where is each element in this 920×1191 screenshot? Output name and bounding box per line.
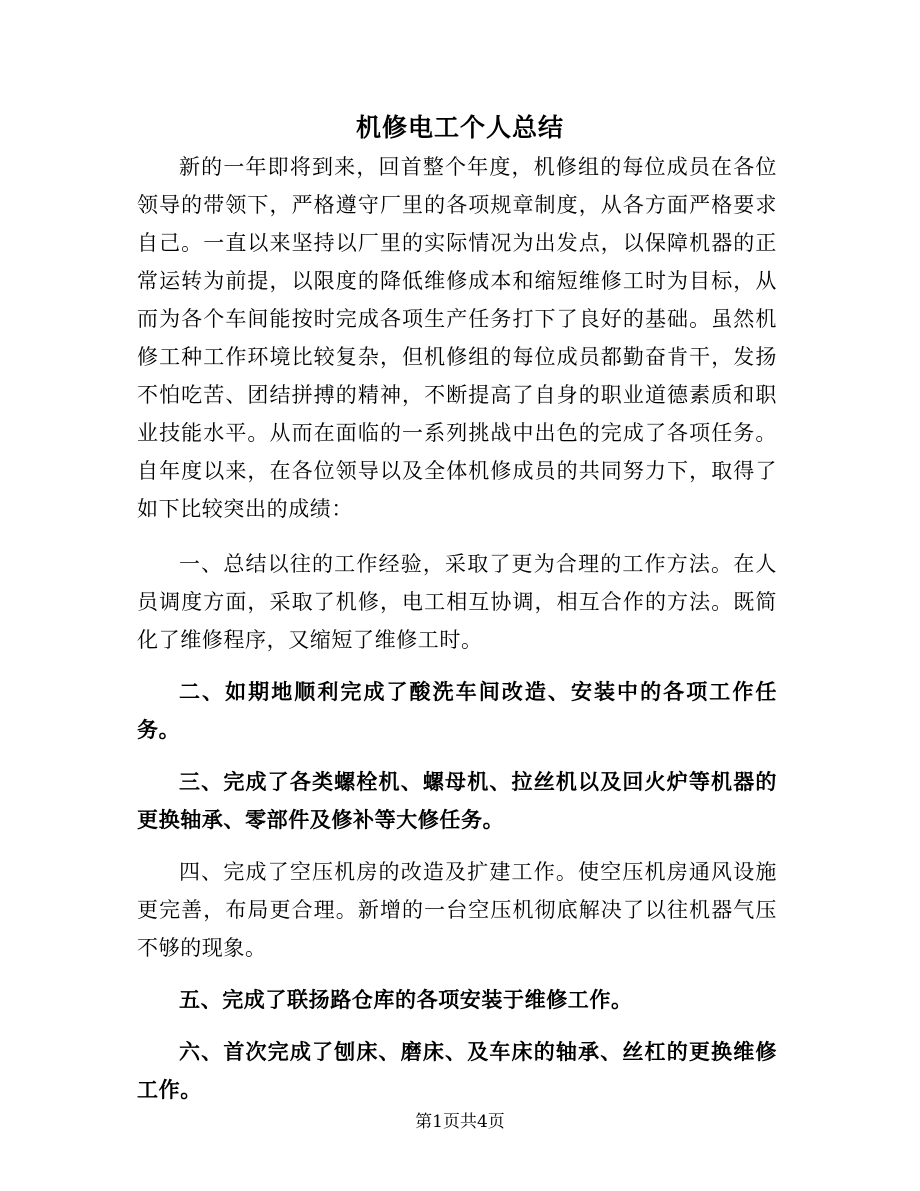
achievement-item-4: 四、完成了空压机房的改造及扩建工作。使空压机房通风设施更完善，布局更合理。新增的一台空压机彻底解决了以往机器气压不够的现象。 (137, 860, 777, 960)
achievement-item-5: 五、完成了联扬路仓库的各项安装于维修工作。 (179, 987, 633, 1012)
document-body (137, 148, 777, 1123)
achievement-item-2: 二、如期地顺利完成了酸洗车间改造、安装中的各项工作任务。 (137, 679, 777, 742)
achievement-item-3: 三、完成了各类螺栓机、螺母机、拉丝机以及回火炉等机器的更换轴承、零部件及修补等大修任务。 (137, 769, 777, 832)
intro-paragraph: 新的一年即将到来，回首整个年度，机修组的每位成员在各位领导的带领下，严格遵守厂里的各项规章制度，从各方面严格要求自己。一直以来坚持以厂里的实际情况为出发点，以保障机器的正常运转为前提，以限度的降低维修成本和缩短维修工时为目标，从而为各个车间能按时完成各项生产任务打下了良好的基础。虽然机修工种工作环境比较复杂，但机修组的每位成员都勤奋肯干，发扬不怕吃苦、团结拼搏的精神，不断提高了自身的职业道德素质和职业技能水平。从而在面临的一系列挑战中出色的完成了各项任务。自年度以来，在各位领导以及全体机修成员的共同努力下，取得了如下比较突出的成绩： (137, 155, 777, 521)
document-title: 机修电工个人总结 (355, 113, 564, 142)
achievement-item-1: 一、总结以往的工作经验，采取了更为合理的工作方法。在人员调度方面，采取了机修，电工相互协调，相互合作的方法。既简化了维修程序，又缩短了维修工时。 (137, 552, 777, 652)
achievement-item-6: 六、首次完成了刨床、磨床、及车床的轴承、丝杠的更换维修工作。 (137, 1039, 777, 1102)
page-number-footer: 第1页共4页 (415, 1112, 505, 1132)
